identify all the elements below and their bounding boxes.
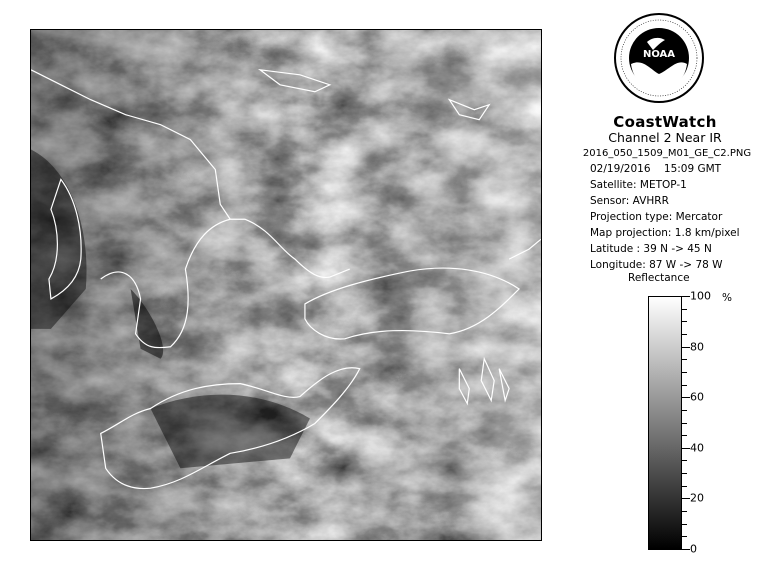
meta-longitude: Longitude: 87 W -> 78 W bbox=[590, 259, 723, 271]
colorbar-tick-label: 80 bbox=[690, 340, 704, 354]
colorbar-major-tick bbox=[682, 347, 690, 348]
meta-latitude: Latitude : 39 N -> 45 N bbox=[590, 243, 712, 255]
image-filename: 2016_050_1509_M01_GE_C2.PNG bbox=[582, 148, 752, 159]
colorbar-minor-tick bbox=[682, 309, 687, 310]
colorbar-minor-tick bbox=[682, 524, 687, 525]
colorbar-minor-tick bbox=[682, 423, 687, 424]
colorbar-minor-tick bbox=[682, 321, 687, 322]
satellite-image bbox=[30, 29, 542, 541]
colorbar-tick-label: 100 bbox=[690, 289, 711, 303]
acquisition-date: 02/19/2016 bbox=[590, 163, 651, 175]
colorbar-minor-tick bbox=[682, 536, 687, 537]
meta-map-projection: Map projection: 1.8 km/pixel bbox=[590, 227, 740, 239]
colorbar-tick-label: 60 bbox=[690, 390, 704, 404]
colorbar-tick-label: 0 bbox=[690, 542, 697, 556]
colorbar-major-tick bbox=[682, 448, 690, 449]
colorbar-minor-tick bbox=[682, 385, 687, 386]
colorbar-minor-tick bbox=[682, 486, 687, 487]
reflectance-colorbar bbox=[648, 296, 682, 550]
colorbar-tick-label: 20 bbox=[690, 491, 704, 505]
colorbar-minor-tick bbox=[682, 334, 687, 335]
colorbar-minor-tick bbox=[682, 511, 687, 512]
legend-unit: % bbox=[722, 292, 732, 304]
colorbar-major-tick bbox=[682, 549, 690, 550]
legend-title: Reflectance bbox=[628, 272, 690, 284]
meta-projection-type: Projection type: Mercator bbox=[590, 211, 723, 223]
satellite-image-svg bbox=[31, 30, 541, 540]
colorbar-major-tick bbox=[682, 498, 690, 499]
channel-subtitle: Channel 2 Near IR bbox=[608, 130, 722, 145]
colorbar-tick-label: 40 bbox=[690, 441, 704, 455]
colorbar-major-tick bbox=[682, 296, 690, 297]
colorbar-minor-tick bbox=[682, 473, 687, 474]
colorbar-major-tick bbox=[682, 397, 690, 398]
colorbar-minor-tick bbox=[682, 359, 687, 360]
colorbar-minor-tick bbox=[682, 410, 687, 411]
meta-satellite: Satellite: METOP-1 bbox=[590, 179, 687, 191]
logo-text: NOAA bbox=[642, 49, 676, 60]
acquisition-time: 15:09 GMT bbox=[663, 163, 722, 175]
colorbar-minor-tick bbox=[682, 372, 687, 373]
colorbar-minor-tick bbox=[682, 460, 687, 461]
colorbar-minor-tick bbox=[682, 435, 687, 436]
meta-sensor: Sensor: AVHRR bbox=[590, 195, 669, 207]
product-title: CoastWatch bbox=[613, 113, 717, 131]
noaa-logo-icon bbox=[613, 12, 705, 104]
acquisition-datetime bbox=[590, 163, 721, 175]
